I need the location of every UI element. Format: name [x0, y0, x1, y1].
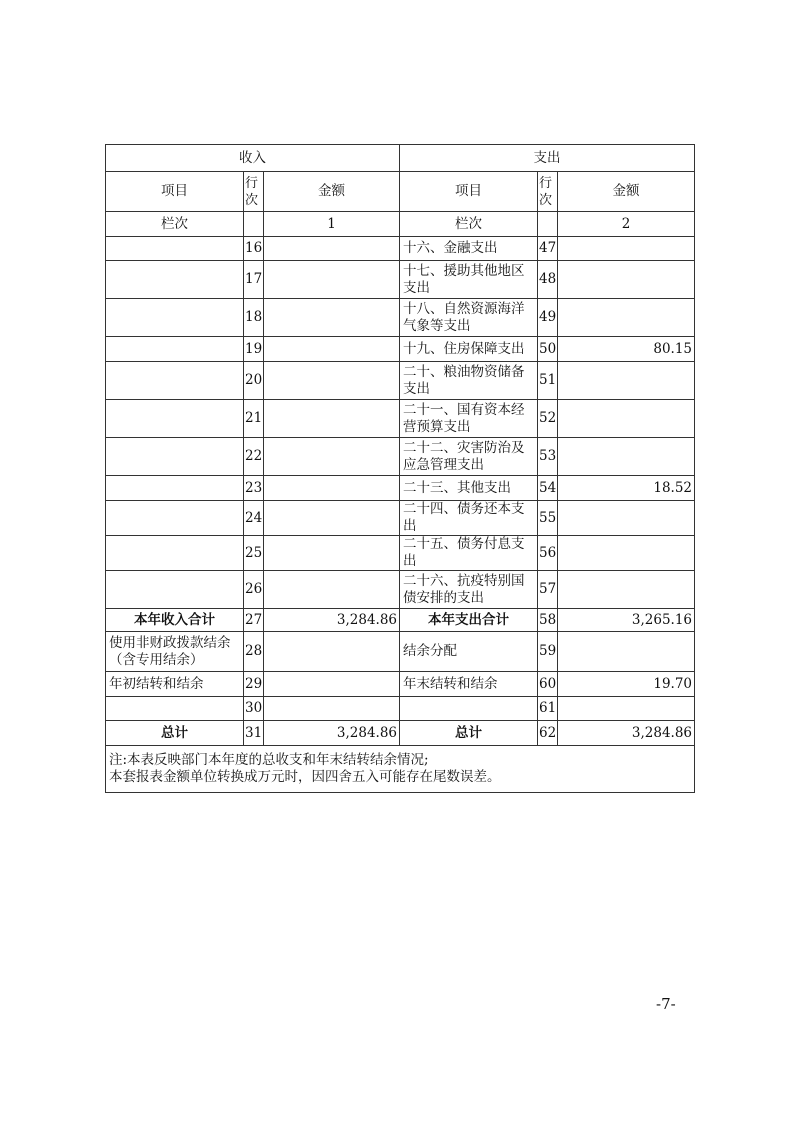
year-income-label: 本年收入合计 [106, 609, 244, 632]
income-amount [264, 299, 400, 337]
income-line: 25 [244, 536, 264, 571]
carryover-row [106, 672, 695, 697]
income-item [106, 476, 244, 501]
expense-line-header: 行次 [538, 172, 558, 212]
expense-amount [558, 438, 695, 476]
expense-line: 54 [538, 476, 558, 501]
income-column-label: 栏次 [106, 212, 244, 237]
income-column-number: 1 [264, 212, 400, 237]
nonfiscal-line: 28 [244, 632, 264, 672]
income-line: 20 [244, 362, 264, 400]
detail-row [106, 362, 695, 400]
expense-item: 二十五、债务付息支出 [400, 536, 538, 571]
expense-amount [558, 299, 695, 337]
expense-amount [558, 362, 695, 400]
expense-line: 56 [538, 536, 558, 571]
income-line: 23 [244, 476, 264, 501]
income-line-header: 行次 [244, 172, 264, 212]
end-carryover-label: 年末结转和结余 [400, 672, 538, 697]
nonfiscal-row [106, 632, 695, 672]
grand-total-expense-line: 62 [538, 721, 558, 746]
detail-row [106, 299, 695, 337]
income-line: 26 [244, 571, 264, 609]
detail-row [106, 400, 695, 438]
expense-amount [558, 261, 695, 299]
blank-expense-line: 61 [538, 697, 558, 721]
detail-row [106, 438, 695, 476]
expense-amount [558, 237, 695, 261]
expense-amount [558, 501, 695, 536]
begin-carryover-line: 29 [244, 672, 264, 697]
detail-row [106, 571, 695, 609]
income-line: 19 [244, 337, 264, 362]
blank-income-item [106, 697, 244, 721]
income-section-header: 收入 [106, 145, 400, 172]
final-accounts-table [105, 144, 695, 793]
expense-item: 十八、自然资源海洋气象等支出 [400, 299, 538, 337]
expense-line: 53 [538, 438, 558, 476]
blank-expense-amount [558, 697, 695, 721]
income-item [106, 400, 244, 438]
income-item [106, 536, 244, 571]
income-amount [264, 400, 400, 438]
year-income-amount: 3,284.86 [264, 609, 400, 632]
grand-total-expense-amount: 3,284.86 [558, 721, 695, 746]
income-amount [264, 362, 400, 400]
end-carryover-amount: 19.70 [558, 672, 695, 697]
expense-line: 50 [538, 337, 558, 362]
year-total-row [106, 609, 695, 632]
detail-row [106, 476, 695, 501]
expense-column-number: 2 [558, 212, 695, 237]
income-item [106, 571, 244, 609]
income-amount [264, 476, 400, 501]
grand-total-row [106, 721, 695, 746]
expense-item-header: 项目 [400, 172, 538, 212]
detail-row [106, 536, 695, 571]
note-line-2: 本套报表金额单位转换成万元时，因四舍五入可能存在尾数误差。 [109, 769, 501, 785]
end-carryover-line: 60 [538, 672, 558, 697]
year-expense-label: 本年支出合计 [400, 609, 538, 632]
surplus-alloc-label: 结余分配 [400, 632, 538, 672]
income-line: 22 [244, 438, 264, 476]
expense-item: 二十二、灾害防治及应急管理支出 [400, 438, 538, 476]
expense-item: 十七、援助其他地区支出 [400, 261, 538, 299]
expense-item: 二十三、其他支出 [400, 476, 538, 501]
surplus-alloc-amount [558, 632, 695, 672]
income-line: 17 [244, 261, 264, 299]
expense-line: 57 [538, 571, 558, 609]
income-item [106, 337, 244, 362]
income-item-header: 项目 [106, 172, 244, 212]
income-amount [264, 337, 400, 362]
income-item [106, 299, 244, 337]
income-amount [264, 571, 400, 609]
expense-amount [558, 400, 695, 438]
table-notes [106, 746, 695, 793]
notes-row [106, 746, 695, 793]
income-item [106, 237, 244, 261]
income-amount-header: 金额 [264, 172, 400, 212]
income-item [106, 438, 244, 476]
begin-carryover-amount [264, 672, 400, 697]
nonfiscal-label: 使用非财政拨款结余（含专用结余） [106, 632, 244, 672]
detail-row [106, 261, 695, 299]
grand-total-income-line: 31 [244, 721, 264, 746]
expense-item: 二十四、债务还本支出 [400, 501, 538, 536]
income-amount [264, 536, 400, 571]
nonfiscal-amount [264, 632, 400, 672]
income-line: 18 [244, 299, 264, 337]
blank-income-line: 30 [244, 697, 264, 721]
expense-item: 十六、金融支出 [400, 237, 538, 261]
grand-total-income-amount: 3,284.86 [264, 721, 400, 746]
expense-item: 十九、住房保障支出 [400, 337, 538, 362]
surplus-alloc-line: 59 [538, 632, 558, 672]
income-line: 16 [244, 237, 264, 261]
expense-amount-header: 金额 [558, 172, 695, 212]
note-line-1: 注:本表反映部门本年度的总收支和年末结转结余情况; [109, 752, 429, 768]
expense-amount: 18.52 [558, 476, 695, 501]
expense-line: 51 [538, 362, 558, 400]
expense-amount: 80.15 [558, 337, 695, 362]
year-expense-line: 58 [538, 609, 558, 632]
section-header-row [106, 145, 695, 172]
grand-total-income-label: 总计 [106, 721, 244, 746]
page-number: -7- [656, 995, 676, 1013]
blank-income-amount [264, 697, 400, 721]
column-header-row [106, 172, 695, 212]
expense-amount [558, 536, 695, 571]
detail-row [106, 337, 695, 362]
income-line: 24 [244, 501, 264, 536]
detail-row [106, 501, 695, 536]
income-item [106, 501, 244, 536]
income-item [106, 362, 244, 400]
expense-line: 55 [538, 501, 558, 536]
expense-line: 52 [538, 400, 558, 438]
expense-column-line-cell [538, 212, 558, 237]
blank-expense-item [400, 697, 538, 721]
expense-line: 49 [538, 299, 558, 337]
income-amount [264, 261, 400, 299]
income-amount [264, 501, 400, 536]
income-line: 21 [244, 400, 264, 438]
expense-item: 二十一、国有资本经营预算支出 [400, 400, 538, 438]
income-amount [264, 438, 400, 476]
grand-total-expense-label: 总计 [400, 721, 538, 746]
expense-line: 48 [538, 261, 558, 299]
expense-line: 47 [538, 237, 558, 261]
expense-item: 二十六、抗疫特别国债安排的支出 [400, 571, 538, 609]
income-column-line-cell [244, 212, 264, 237]
expense-amount [558, 571, 695, 609]
expense-section-header: 支出 [400, 145, 695, 172]
expense-column-label: 栏次 [400, 212, 538, 237]
blank-row [106, 697, 695, 721]
income-item [106, 261, 244, 299]
income-amount [264, 237, 400, 261]
expense-item: 二十、粮油物资储备支出 [400, 362, 538, 400]
begin-carryover-label: 年初结转和结余 [106, 672, 244, 697]
detail-row [106, 237, 695, 261]
year-expense-amount: 3,265.16 [558, 609, 695, 632]
year-income-line: 27 [244, 609, 264, 632]
column-index-row [106, 212, 695, 237]
